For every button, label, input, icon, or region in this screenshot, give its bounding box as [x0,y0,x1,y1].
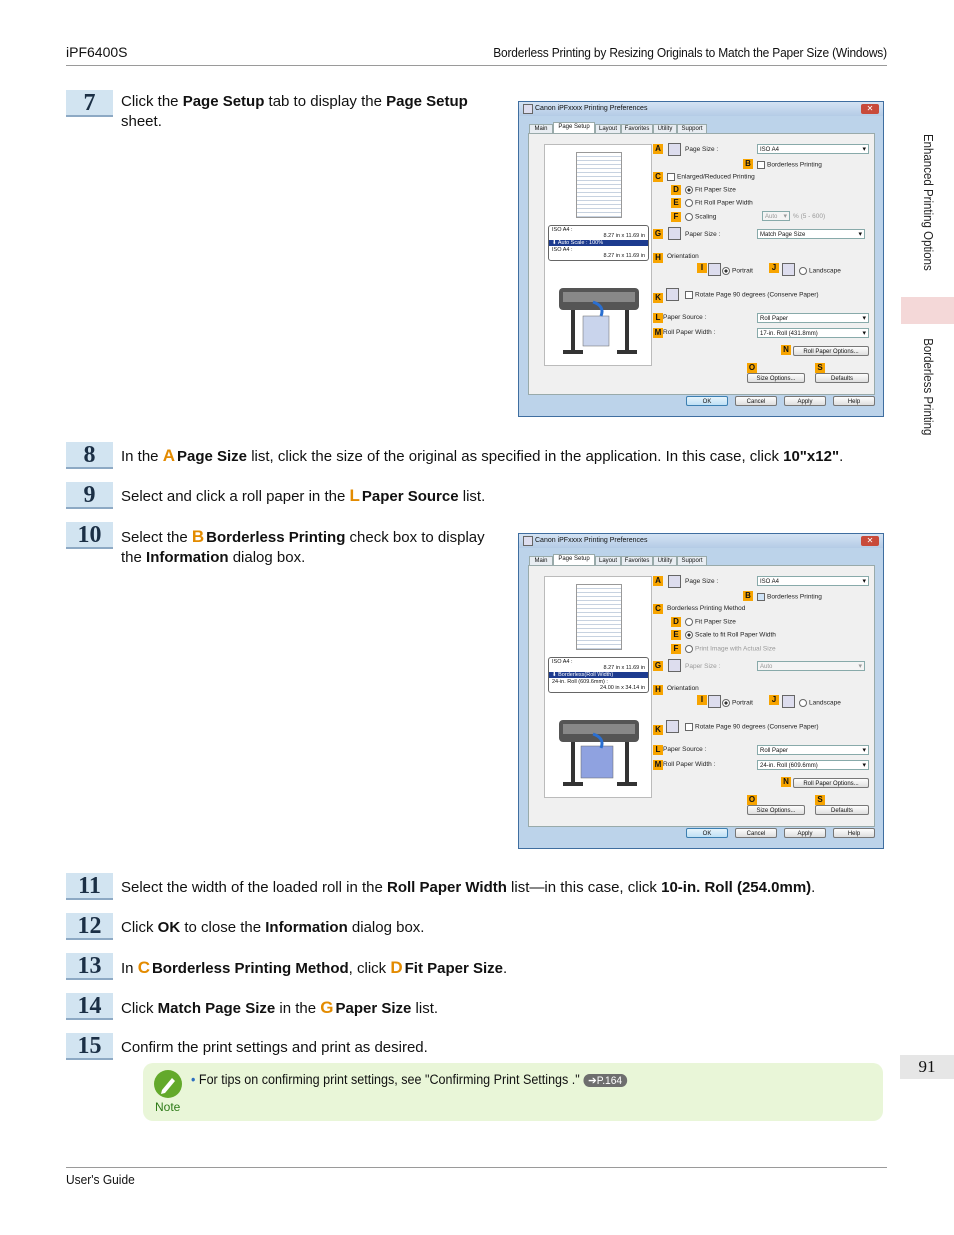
orientation-label: Orientation [667,253,699,260]
borderless-label: Borderless Printing [767,161,822,169]
fit-paper-radio[interactable] [685,186,736,194]
scaling-input[interactable]: Auto ▾ [762,211,790,221]
actual-size-label: Print Image with Actual Size [695,645,776,653]
printer-icon [523,536,533,546]
size-info [548,657,649,693]
step-text [121,527,507,568]
close-icon[interactable]: ✕ [861,536,879,546]
step-bold: Borderless Printing Method [151,960,349,977]
step-text-part: list. [458,488,486,505]
step-text-part: list—in this case, click [506,879,662,896]
borderless-label: Borderless Printing [767,593,822,601]
step-bold: Information [146,549,229,566]
size-info-label: ISO A4 : [552,659,573,665]
dialog-body [528,133,875,395]
side-tab-borderless-label: Borderless Printing [921,338,935,436]
page-size-select[interactable]: ISO A4 ▾ [757,576,869,586]
step-bold: Roll Paper Width [387,879,507,896]
portrait-radio[interactable] [722,267,753,275]
side-tab-enhanced-label: Enhanced Printing Options [921,133,935,271]
help-button[interactable]: Help [833,396,875,406]
roll-width-label: Roll Paper Width : [663,329,716,336]
step-text-part: check box to display the [121,529,485,566]
page-size-label: Page Size : [685,578,719,585]
label-i: I [697,263,707,273]
label-d: D [671,185,681,195]
label-d: D [671,617,681,627]
apply-button[interactable]: Apply [784,396,826,406]
step-bold: Fit Paper Size [404,960,503,977]
size-info-label: 24-in. Roll (609.6mm) : [552,679,608,685]
step-text-part: Select the width of the loaded roll in the [121,879,388,896]
cancel-button[interactable]: Cancel [735,396,777,406]
page-number: 91 [900,1055,954,1079]
step-bold: OK [157,919,181,936]
borderless-checkbox[interactable] [757,161,822,169]
step-text [121,998,901,1019]
step-bold: Paper Source [361,488,459,505]
step-label-letter: B [191,527,205,546]
size-info-label: ISO A4 : [552,227,573,233]
label-i: I [697,695,707,705]
note-text [191,1072,627,1087]
step-text-part: sheet. [121,113,162,130]
paper-size-select[interactable]: Match Page Size ▾ [757,229,865,239]
step-number: 12 [66,913,113,940]
rotate-checkbox[interactable] [685,723,819,731]
label-b: B [743,591,753,601]
page-size-select[interactable]: ISO A4 ▾ [757,144,869,154]
step-text-part: Click the [121,93,183,110]
size-info-scale-text: Auto Scale : 100% [557,240,604,246]
step-bold: Paper Size [335,1000,412,1017]
step-text-part: . [811,879,816,896]
step-text [121,92,501,132]
fit-paper-label: Fit Paper Size [695,186,736,194]
label-l: L [653,745,663,755]
label-g: G [654,661,662,670]
printing-preferences-dialog [518,101,884,417]
tab-utility[interactable]: Utility [653,124,677,135]
size-info-scale: ⬇ Borderless(Roll Width) [549,672,648,678]
label-s: S [815,795,825,805]
step-label-letter: D [390,958,403,977]
ok-button[interactable]: OK [686,828,728,838]
label-s: S [815,363,825,373]
size-info [548,225,649,261]
fit-roll-label: Fit Roll Paper Width [695,199,753,207]
paper-source-select[interactable]: Roll Paper ▾ [757,313,869,323]
size-info-row [549,678,648,692]
label-o: O [748,795,756,804]
roll-options-button[interactable]: Roll Paper Options... [793,778,869,788]
landscape-label: Landscape [809,699,841,707]
step-number: 13 [66,953,113,980]
step-text-part: dialog box. [347,919,425,936]
paper-source-select[interactable]: Roll Paper ▾ [757,745,869,755]
label-n: N [781,345,791,355]
step-number: 10 [66,522,113,549]
preview-panel [544,576,652,798]
portrait-icon [708,695,721,708]
tab-page-setup[interactable]: Page Setup [553,122,595,135]
step-label-letter: L [349,486,360,505]
printing-preferences-dialog [518,533,884,849]
step-text-part: . [839,448,844,465]
size-info-row [549,658,648,672]
step-text [121,958,901,979]
page-preview [576,152,622,218]
apply-button[interactable]: Apply [784,828,826,838]
header-section-title: Borderless Printing by Resizing Originals to Match the Paper Size (Windows) [493,45,887,60]
footer-divider [66,1167,887,1168]
rotate-label: Rotate Page 90 degrees (Conserve Paper) [695,291,819,299]
step-text-part: to close the [180,919,266,936]
landscape-radio[interactable] [799,267,841,275]
ok-button[interactable]: OK [686,396,728,406]
size-info-value: 8.27 in x 11.69 in [603,253,645,259]
label-k: K [653,725,663,735]
page-size-label: Page Size : [685,146,719,153]
roll-width-select[interactable]: 17-in. Roll (431.8mm) ▾ [757,328,869,338]
paper-size-icon [668,227,681,240]
label-b: B [743,159,753,169]
step-bold: 10"x12" [783,448,840,465]
tab-layout[interactable]: Layout [595,124,621,135]
label-m: M [654,328,662,337]
enlarged-label: Enlarged/Reduced Printing [677,173,755,181]
step-text [121,918,901,938]
rotate-label: Rotate Page 90 degrees (Conserve Paper) [695,723,819,731]
close-icon[interactable]: ✕ [861,104,879,114]
tab-support[interactable]: Support [677,124,707,135]
scale-roll-label: Scale to fit Roll Paper Width [695,631,776,639]
label-o: O [748,363,756,372]
page-size-icon [668,575,681,588]
size-info-row [549,226,648,240]
side-tab-enhanced [901,120,954,295]
note-label: Note [155,1100,181,1114]
step-label-letter: C [137,958,150,977]
step-number: 11 [66,873,113,900]
label-a: A [653,576,663,586]
label-e: E [671,198,681,208]
defaults-button[interactable]: Defaults [815,805,869,815]
size-info-value: 24.00 in x 34.14 in [600,685,645,691]
step-text-part: Click [121,1000,158,1017]
step-number: 15 [66,1033,113,1060]
tab-main[interactable]: Main [529,124,553,135]
step-text-part: in the [275,1000,321,1017]
note-box [143,1063,883,1121]
step-text [121,446,901,467]
scale-roll-radio[interactable] [685,631,776,639]
page-preview [576,584,622,650]
step-bold: Borderless Printing [206,529,346,546]
step-label-letter: A [162,446,175,465]
note-bullet: • [191,1072,196,1087]
step-text: Confirm the print settings and print as desired. [121,1039,428,1056]
dialog-title: Canon iPFxxxx Printing Preferences [535,105,648,112]
cancel-button[interactable]: Cancel [735,828,777,838]
landscape-icon [782,263,795,276]
label-c: C [653,172,663,182]
label-h: H [653,685,663,695]
dialog-body [528,565,875,827]
portrait-label: Portrait [732,267,753,275]
step-number: 14 [66,993,113,1020]
fit-roll-radio[interactable] [685,199,753,207]
tab-utility[interactable]: Utility [653,556,677,567]
step-bold: Page Setup [182,93,265,110]
header-product: iPF6400S [66,44,128,60]
step-text-part: Select and click a roll paper in the [121,488,350,505]
paper-size-select[interactable]: Auto ▾ [757,661,865,671]
label-k: K [653,293,663,303]
page-size-icon [668,143,681,156]
label-h: H [653,253,663,263]
size-info-value: 8.27 in x 11.69 in [603,665,645,671]
note-text-body: For tips on confirming print settings, see "Confirming Print Settings ." [198,1072,580,1087]
step-text-part: list. [411,1000,439,1017]
scaling-range: % (5 - 600) [793,213,826,220]
size-info-label: ISO A4 : [552,247,573,253]
method-label: Borderless Printing Method [667,605,746,612]
paper-source-label: Paper Source : [663,746,707,753]
fit-paper-label: Fit Paper Size [695,618,736,626]
label-j: J [769,263,779,273]
size-options-button[interactable]: Size Options... [747,805,805,815]
tab-page-setup[interactable]: Page Setup [553,554,595,567]
step-bold: Page Size [176,448,248,465]
label-c: C [653,604,663,614]
preview-panel [544,144,652,366]
step-text-part: Select the [121,529,192,546]
portrait-radio[interactable] [722,699,753,707]
tab-main[interactable]: Main [529,556,553,567]
note-pencil-icon [154,1070,182,1098]
paper-size-icon [668,659,681,672]
rotate-checkbox[interactable] [685,291,819,299]
borderless-checkbox[interactable] [757,593,822,601]
label-f: F [671,644,681,654]
size-info-scale: ⬇ Auto Scale : 100% [549,240,648,246]
step-bold: Page Setup [386,93,468,110]
enlarged-checkbox[interactable] [667,173,755,181]
fit-paper-radio[interactable] [685,618,736,626]
step-number: 9 [66,482,113,509]
label-n: N [781,777,791,787]
portrait-label: Portrait [732,699,753,707]
actual-size-radio[interactable] [685,645,776,653]
roll-options-button[interactable]: Roll Paper Options... [793,346,869,356]
printer-illustration [553,280,645,360]
label-f: F [671,212,681,222]
landscape-label: Landscape [809,267,841,275]
help-button[interactable]: Help [833,828,875,838]
paper-size-label: Paper Size : [685,663,721,670]
paper-source-label: Paper Source : [663,314,707,321]
size-options-button[interactable]: Size Options... [747,373,805,383]
step-text [121,878,901,898]
orientation-label: Orientation [667,685,699,692]
step-bold: Information [265,919,348,936]
step-number: 8 [66,442,113,469]
step-text [121,486,821,507]
printer-illustration [553,712,645,792]
portrait-icon [708,263,721,276]
label-a: A [653,144,663,154]
step-label-letter: G [320,998,334,1017]
landscape-icon [782,695,795,708]
header-divider [66,65,887,66]
size-info-value: 8.27 in x 11.69 in [603,233,645,239]
roll-width-select[interactable]: 24-in. Roll (609.6mm) ▾ [757,760,869,770]
side-tab-borderless [901,326,954,456]
step-text-part: dialog box. [228,549,306,566]
label-l: L [653,313,663,323]
step-text-part: , click [348,960,391,977]
step-bold: 10-in. Roll (254.0mm) [661,879,812,896]
tab-favorites[interactable]: Favorites [621,124,653,135]
step-bold: Match Page Size [157,1000,276,1017]
label-j: J [769,695,779,705]
step-text-part: In the [121,448,163,465]
step-text-part: list, click the size of the original as specified in the application. In this case, click [247,448,784,465]
landscape-radio[interactable] [799,699,841,707]
label-e: E [671,630,681,640]
label-m: M [654,760,662,769]
size-info-row [549,246,648,260]
tab-support[interactable]: Support [677,556,707,567]
defaults-button[interactable]: Defaults [815,373,869,383]
printer-icon [523,104,533,114]
dialog-title: Canon iPFxxxx Printing Preferences [535,537,648,544]
rotate-icon [666,720,679,733]
step-text-part: . [502,960,508,977]
page-reference-link[interactable]: ➔P.164 [583,1074,626,1087]
roll-width-label: Roll Paper Width : [663,761,716,768]
paper-size-label: Paper Size : [685,231,721,238]
size-info-scale-text: Borderless(Roll Width) [558,672,614,678]
rotate-icon [666,288,679,301]
scaling-radio[interactable] [685,213,716,221]
step-number: 7 [66,90,113,117]
step-text-part: In [121,960,138,977]
footer-text: User's Guide [66,1172,135,1187]
tab-layout[interactable]: Layout [595,556,621,567]
step-text-part: Click [121,919,158,936]
step-text-part: tab to display the [264,93,387,110]
tab-favorites[interactable]: Favorites [621,556,653,567]
scaling-label: Scaling [695,213,717,221]
side-tab-marker [901,297,954,324]
label-g: G [654,229,662,238]
